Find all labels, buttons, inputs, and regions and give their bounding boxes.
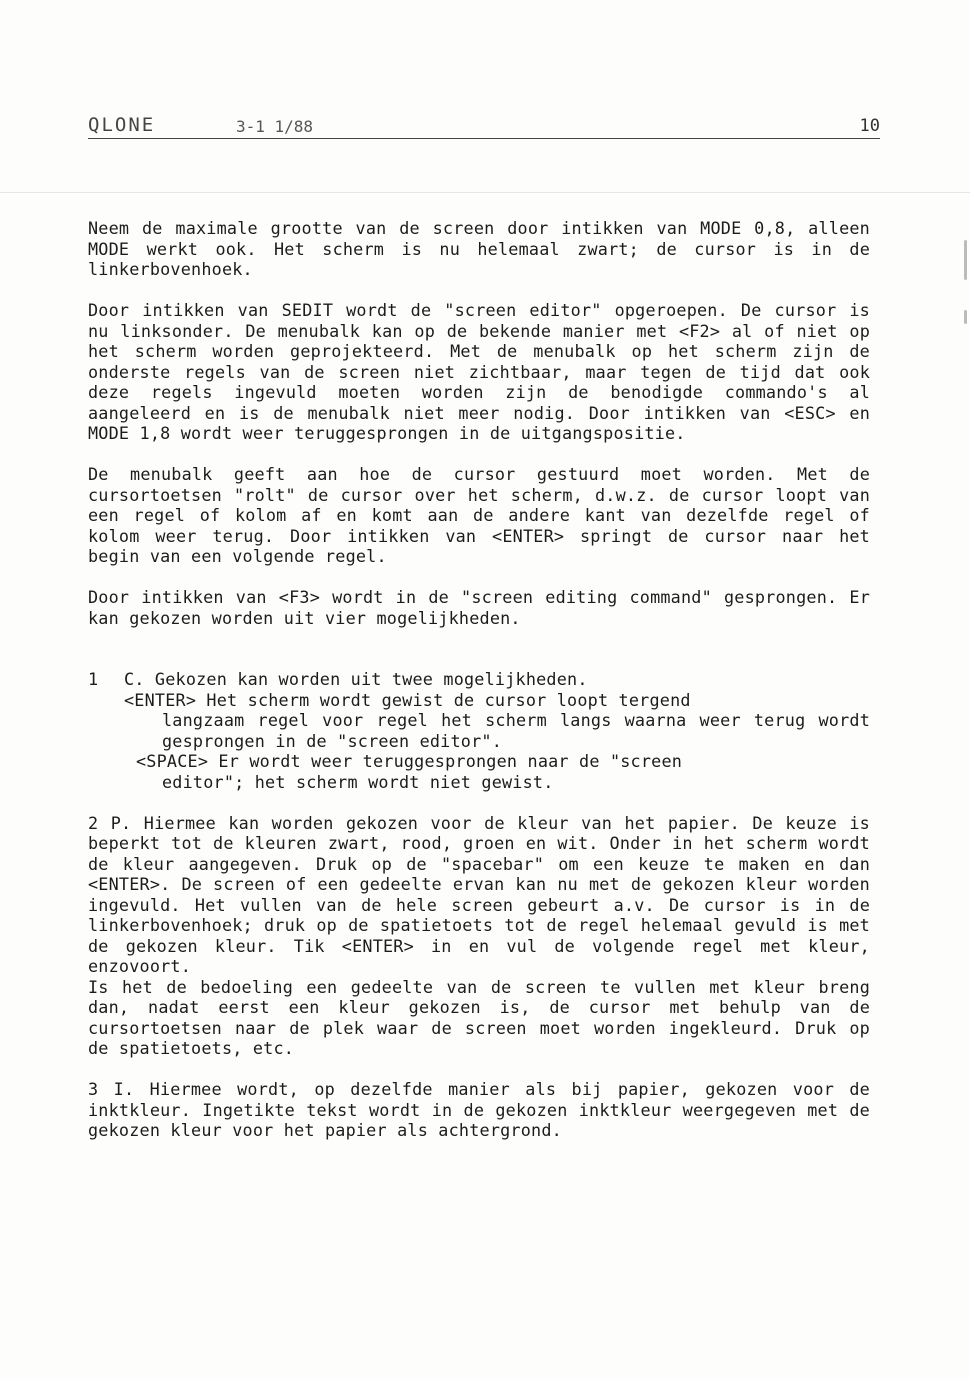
paragraph-f3: Door intikken van <F3> wordt in de "screen editing command" gesprongen. Er kan gekozen worden uit vier mogelijkheden. — [88, 587, 870, 628]
item-2: 2 P. Hiermee kan worden gekozen voor de kleur van het papier. De keuze is beperkt tot de kleuren zwart, rood, groen en wit. Onder in het scherm wordt de kleur aangegeven. Druk op de "spacebar" om een keuze te maken en dan <ENTER>. De screen of een gedeelte ervan kan nu met de gekozen kleur worden ingevuld. Het vullen van de hele screen gebeurt a.v. De cursor is in de linkerbovenhoek; druk op de spatietoets tot de regel helemaal gevuld is met de gekozen kleur. Tik <ENTER> in en vul de volgende regel met kleur, enzovoort. — [88, 812, 870, 976]
item-title: C. Gekozen kan worden uit twee mogelijkheden. — [124, 669, 588, 689]
item-2-continued: Is het de bedoeling een gedeelte van de screen te vullen met kleur breng dan, nadat eerst een kleur gekozen is, de cursor met behulp van de cursortoetsen naar de plek waar de screen moet worden ingekleurd. Druk op de spatietoets, etc. — [88, 976, 870, 1058]
item-3: 3 I. Hiermee wordt, op dezelfde manier als bij papier, gekozen voor de inktkleur. Ingetikte tekst wordt in de gekozen inktkleur weergegeven met de gekozen kleur voor het papier als achtergrond. — [88, 1079, 870, 1140]
option-enter-line: <ENTER> Het scherm wordt gewist de cursor loopt tergend — [124, 689, 691, 710]
option-space — [136, 751, 870, 792]
issue-label: 3-1 1/88 — [236, 117, 314, 136]
page-number: 10 — [859, 116, 880, 136]
scan-edge-mark — [964, 240, 967, 280]
spacer — [88, 649, 870, 670]
item-number: 1 — [88, 669, 99, 689]
paragraph-sedit: Door intikken van SEDIT wordt de "screen editor" opgeroepen. De cursor is nu linksonder. De menubalk kan op de bekende manier met <F2> al of niet op het scherm worden geprojekteerd. Met de menubalk op het scherm zijn de onderste regels van de screen niet zichtbaar, maar tegen de tijd dat ook deze regels ingevuld moeten worden zijn de benodigde commando's al aangeleerd en is de menubalk niet meer nodig. Door intikken van <ESC> en MODE 1,8 wordt weer teruggesprongen in de uitgangspositie. — [88, 300, 870, 443]
option-enter — [124, 690, 870, 752]
magazine-logo: QLONE — [88, 114, 156, 136]
option-space-continuation: editor"; het scherm wordt niet gewist. — [162, 771, 554, 792]
option-space-line: <SPACE> Er wordt weer teruggesprongen naar de "screen — [136, 751, 683, 771]
page-header — [88, 116, 880, 139]
document-body — [88, 218, 870, 1161]
paragraph-menubalk: De menubalk geeft aan hoe de cursor gestuurd moet worden. Met de cursortoetsen "rolt" de cursor over het scherm, d.w.z. de cursor loopt van een regel of kolom af en komt aan de andere kant van dezelfde regel of kolom weer terug. Door intikken van <ENTER> springt de cursor naar het begin van een volgende regel. — [88, 464, 870, 566]
item-1 — [88, 669, 870, 792]
scan-fold-line — [0, 192, 970, 193]
paragraph-mode: Neem de maximale grootte van de screen door intikken van MODE 0,8, alleen MODE werkt ook. Het scherm is nu helemaal zwart; de cursor is in de linkerbovenhoek. — [88, 218, 870, 279]
scan-edge-mark — [964, 310, 967, 324]
option-enter-continuation: langzaam regel voor regel het scherm langs waarna weer terug wordt gesprongen in de "screen editor". — [162, 710, 870, 751]
